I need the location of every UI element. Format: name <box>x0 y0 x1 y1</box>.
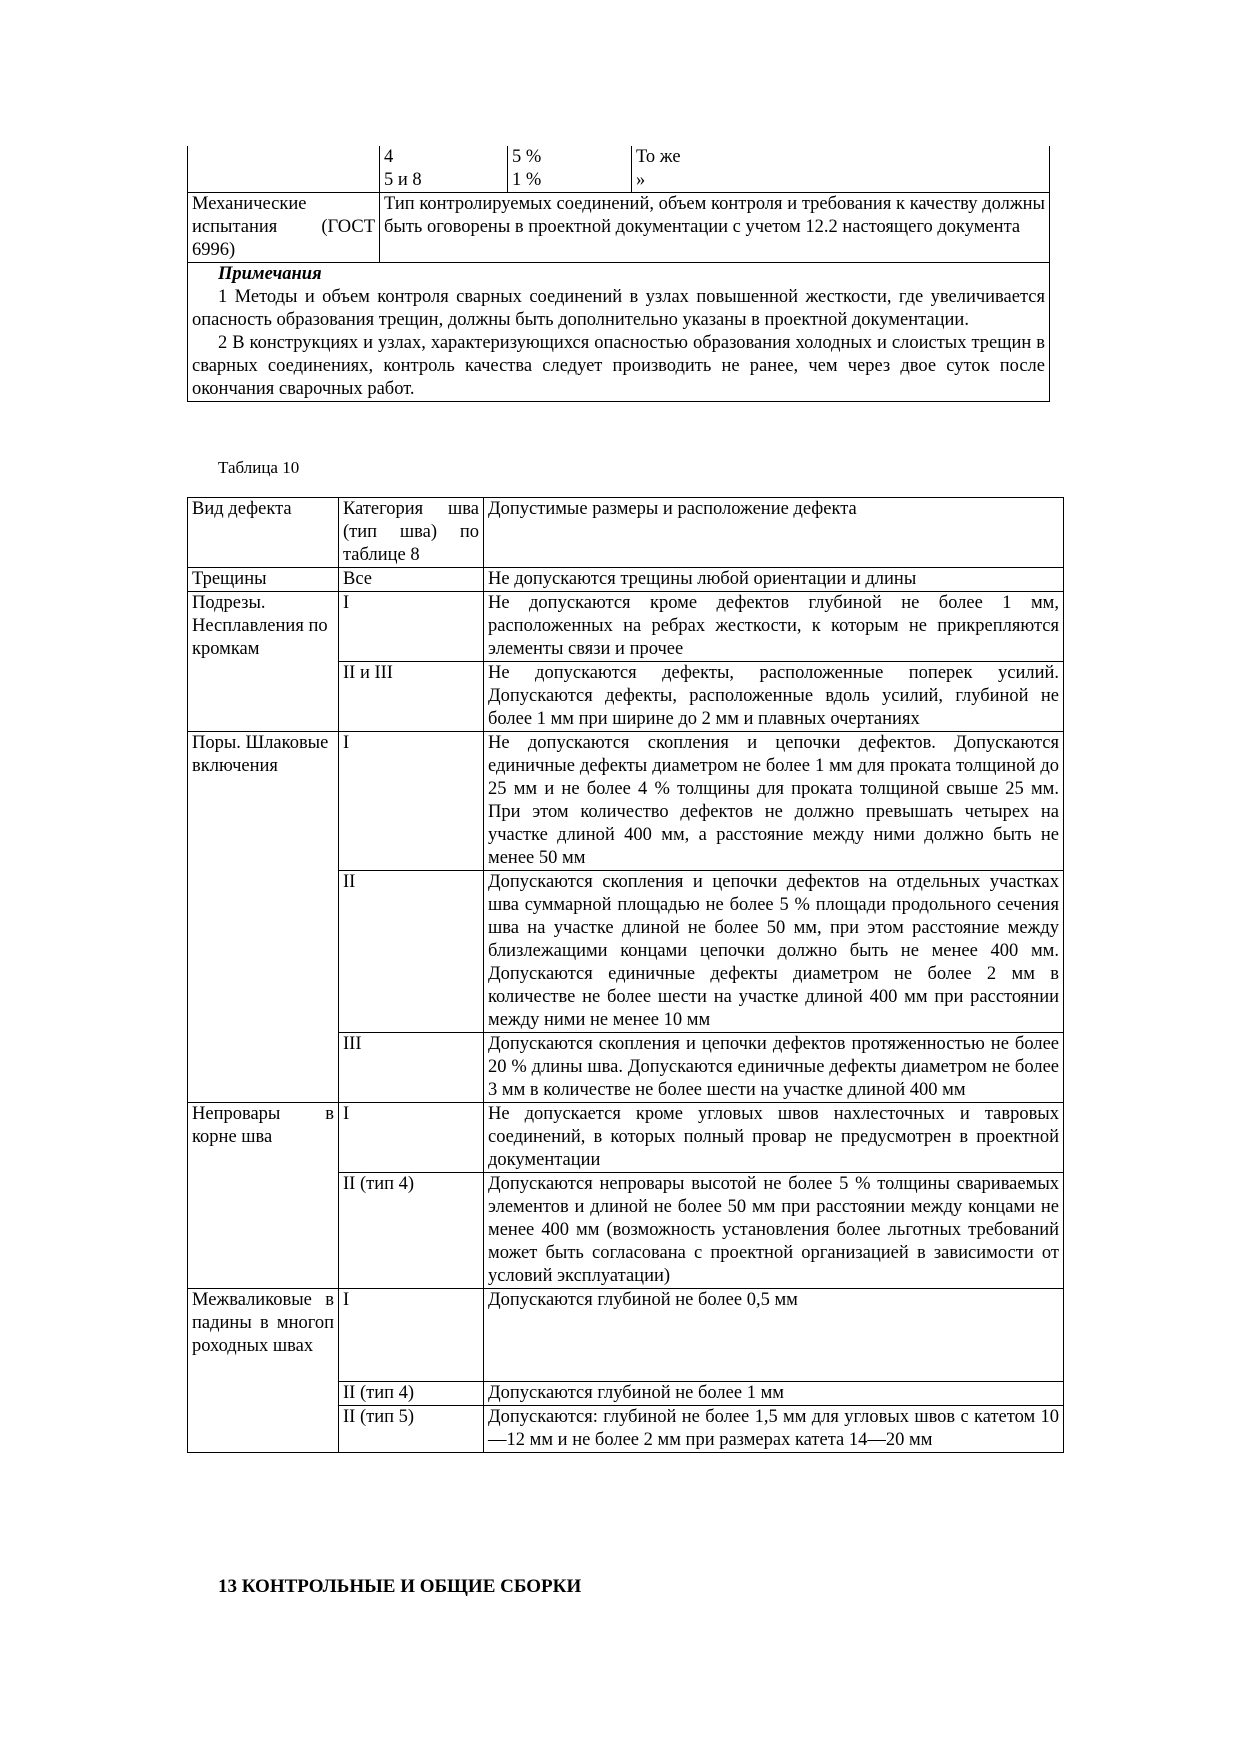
list-item <box>380 146 1049 169</box>
volume-value: 5 % <box>508 146 632 169</box>
requirement-value: То же <box>636 147 681 167</box>
weld-category: II (тип 4) <box>339 1173 484 1289</box>
allowed-text: Не допускаются трещины любой ориентации и длины <box>484 568 1064 592</box>
allowed-text: Допускаются глубиной не более 1 мм <box>484 1382 1064 1406</box>
allowed-text: Допускаются глубиной не более 0,5 мм <box>484 1289 1064 1382</box>
table-row <box>188 1289 1064 1382</box>
allowed-text: Допускаются скопления и цепочки дефектов протяженностью не более 20 % длины шва. Допускаются единичные дефекты диаметром не более 3 мм в количестве не более шести на участке длиной 400 мм <box>484 1033 1064 1103</box>
weld-category: II (тип 5) <box>339 1406 484 1453</box>
weld-category: II и III <box>339 662 484 732</box>
volume-value: 1 % <box>508 169 632 192</box>
table-row <box>188 263 1050 402</box>
table-row <box>188 732 1064 871</box>
weld-category: II (тип 4) <box>339 1382 484 1406</box>
table-row <box>188 1103 1064 1173</box>
weld-category: I <box>339 1289 484 1382</box>
weld-category: I <box>339 732 484 871</box>
allowed-text: Допускаются скопления и цепочки дефектов на отдельных участках шва суммарной площадью не более 5 % площади продольного сечения шва на участке длиной не более 50 мм, при этом расстояние между близлежащими концами цепочки должно быть не менее 400 мм. Допускаются единичные дефекты диаметром не более 2 мм в количестве не более шести на участке длиной 400 мм при расстоянии между ними не менее 10 мм <box>484 871 1064 1033</box>
defect-type: Межваликовые впадины в многопроходных швах <box>188 1289 339 1453</box>
weld-type-value: 5 и 8 <box>380 169 508 192</box>
mechanical-tests-label: Механические испытания (ГОСТ 6996) <box>188 193 380 263</box>
table-caption: Таблица 10 <box>218 458 300 477</box>
table-9-continuation <box>187 146 1050 402</box>
allowed-text: Допускаются: глубиной не более 1,5 мм для угловых швов с катетом 10—12 мм и не более 2 мм при размерах катета 14—20 мм <box>484 1406 1064 1453</box>
requirement-value: » <box>636 170 646 190</box>
weld-type-value: 4 <box>380 146 508 169</box>
table-row <box>188 193 1050 263</box>
header-defect-type: Вид дефекта <box>188 498 339 568</box>
weld-category: I <box>339 1103 484 1173</box>
defect-type: Непровары в корне шва <box>188 1103 339 1289</box>
table-10 <box>187 497 1064 1453</box>
allowed-text: Не допускается кроме угловых швов нахлесточных и тавровых соединений, в которых полный провар не предусмотрен в проектной документации <box>484 1103 1064 1173</box>
list-item <box>380 169 1049 192</box>
note-2: 2 В конструкциях и узлах, характеризующихся опасностью образования холодных и слоистых трещин в сварных соединениях, контроль качества следует производить не ранее, чем через двое суток после окончания сварочных работ. <box>192 333 1045 399</box>
table-row <box>188 568 1064 592</box>
table-cell <box>188 146 380 193</box>
defect-type: Поры. Шлаковые включения <box>188 732 339 1103</box>
table-row <box>188 146 1050 193</box>
weld-category: I <box>339 592 484 662</box>
table-cell <box>380 146 1050 193</box>
allowed-text: Не допускаются кроме дефектов глубиной не более 1 мм, расположенных на ребрах жесткости, к которым не прикрепляются элементы связи и прочее <box>484 592 1064 662</box>
table-header-row <box>188 498 1064 568</box>
section-heading: 13 КОНТРОЛЬНЫЕ И ОБЩИЕ СБОРКИ <box>218 1576 582 1597</box>
defect-type: Подрезы. Несплавления по кромкам <box>188 592 339 732</box>
notes-cell <box>188 263 1050 402</box>
header-category: Категория шва (тип шва) по таблице 8 <box>339 498 484 568</box>
notes-title: Примечания <box>218 264 322 284</box>
header-allowed: Допустимые размеры и расположение дефекта <box>484 498 1064 568</box>
defect-type: Трещины <box>188 568 339 592</box>
allowed-text: Не допускаются скопления и цепочки дефектов. Допускаются единичные дефекты диаметром не более 1 мм для проката толщиной до 25 мм и не более 4 % толщины для проката толщиной свыше 25 мм. При этом количество дефектов не должно превышать четырех на участке длиной 400 мм, а расстояние между ними должно быть не менее 50 мм <box>484 732 1064 871</box>
allowed-text: Не допускаются дефекты, расположенные поперек усилий. Допускаются дефекты, расположенные вдоль усилий, глубиной не более 1 мм при ширине до 2 мм и плавных очертаниях <box>484 662 1064 732</box>
allowed-text: Допускаются непровары высотой не более 5 % толщины свариваемых элементов и длиной не более 50 мм при расстоянии между концами не менее 400 мм (возможность установления более льготных требований может быть согласована с проектной организацией в зависимости от условий эксплуатации) <box>484 1173 1064 1289</box>
table-row <box>188 592 1064 662</box>
note-1: 1 Методы и объем контроля сварных соединений в узлах повышенной жесткости, где увеличивается опасность образования трещин, должны быть дополнительно указаны в проектной документации. <box>192 287 1045 330</box>
weld-category: III <box>339 1033 484 1103</box>
weld-category: II <box>339 871 484 1033</box>
mechanical-tests-text: Тип контролируемых соединений, объем контроля и требования к качеству должны быть оговорены в проектной документации с учетом 12.2 настоящего документа <box>380 193 1050 263</box>
weld-category: Все <box>339 568 484 592</box>
